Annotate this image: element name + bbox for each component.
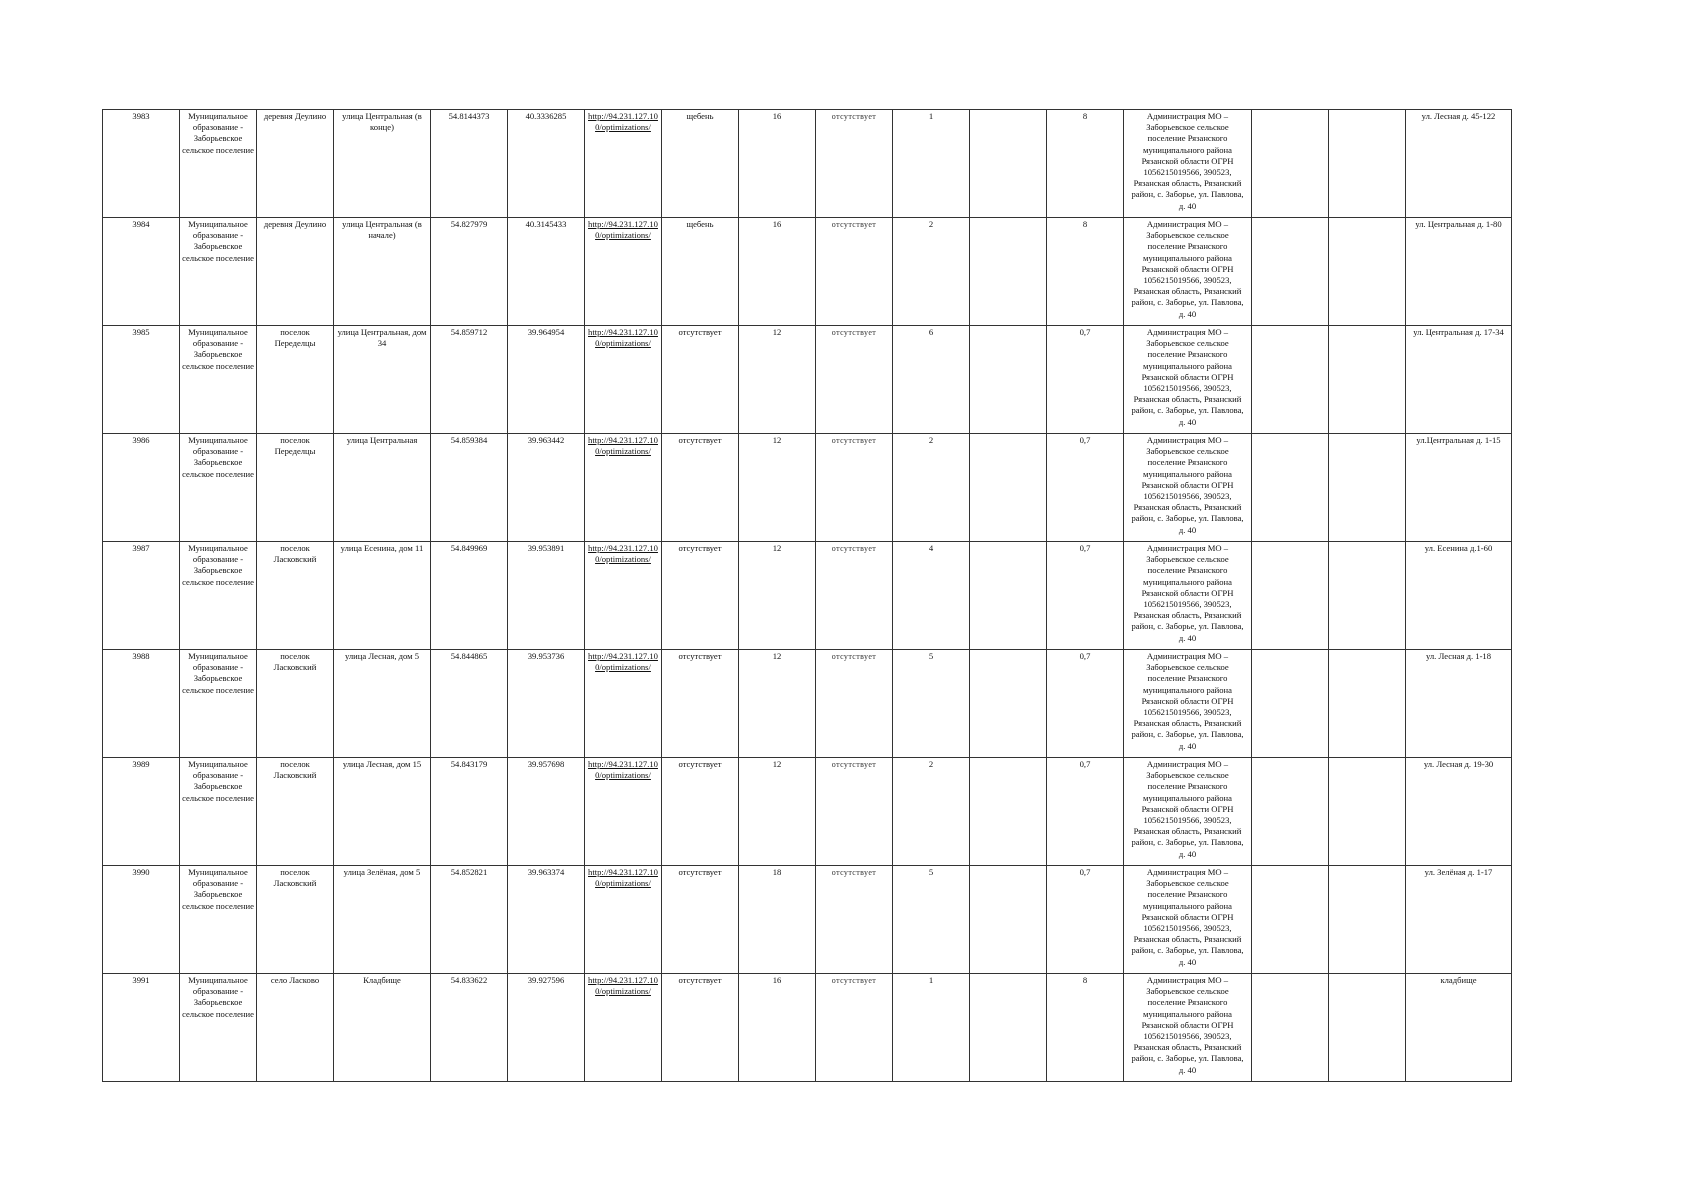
container-count-cell: 2 xyxy=(893,758,970,866)
owner-cell: Администрация МО – Заборьевское сельское поселение Рязанского муниципального района Рязанской области ОГРН 1056215019566, 390523, Рязанская область, Рязанский район, с. Заборье, ул. Павлова, д. 40 xyxy=(1124,650,1252,758)
table-row xyxy=(103,218,1512,326)
bedding-cell: отсутствует xyxy=(816,434,893,542)
area-cell: 16 xyxy=(739,974,816,1082)
row-number-cell: 3983 xyxy=(103,110,180,218)
municipality-cell: Муниципальное образование - Заборьевское сельское поселение xyxy=(180,434,257,542)
address-cell: улица Есенина, дом 11 xyxy=(334,542,431,650)
municipality-cell: Муниципальное образование - Заборьевское сельское поселение xyxy=(180,758,257,866)
owner-cell: Администрация МО – Заборьевское сельское поселение Рязанского муниципального района Рязанской области ОГРН 1056215019566, 390523, Рязанская область, Рязанский район, с. Заборье, ул. Павлова, д. 40 xyxy=(1124,326,1252,434)
latitude-cell: 54.827979 xyxy=(431,218,508,326)
empty-cell xyxy=(970,542,1047,650)
table-body xyxy=(103,110,1512,1082)
area-cell: 12 xyxy=(739,542,816,650)
table-row xyxy=(103,326,1512,434)
served-objects-cell: ул.Центральная д. 1-15 xyxy=(1406,434,1512,542)
map-link-cell[interactable]: http://94.231.127.10 0/optimizations/ xyxy=(585,758,662,866)
container-volume-cell: 8 xyxy=(1047,974,1124,1082)
empty-cell xyxy=(970,758,1047,866)
latitude-cell: 54.849969 xyxy=(431,542,508,650)
settlement-cell: поселок Переделцы xyxy=(257,434,334,542)
settlement-cell: поселок Переделцы xyxy=(257,326,334,434)
settlement-cell: поселок Ласковский xyxy=(257,542,334,650)
empty-cell xyxy=(1252,650,1329,758)
owner-cell: Администрация МО – Заборьевское сельское поселение Рязанского муниципального района Рязанской области ОГРН 1056215019566, 390523, Рязанская область, Рязанский район, с. Заборье, ул. Павлова, д. 40 xyxy=(1124,758,1252,866)
empty-cell xyxy=(1252,866,1329,974)
surface-type-cell: отсутствует xyxy=(662,650,739,758)
row-number-cell: 3985 xyxy=(103,326,180,434)
served-objects-cell: кладбище xyxy=(1406,974,1512,1082)
empty-cell xyxy=(1329,974,1406,1082)
surface-type-cell: отсутствует xyxy=(662,866,739,974)
surface-type-cell: отсутствует xyxy=(662,542,739,650)
address-cell: улица Центральная xyxy=(334,434,431,542)
served-objects-cell: ул. Центральная д. 17-34 xyxy=(1406,326,1512,434)
area-cell: 12 xyxy=(739,758,816,866)
longitude-cell: 39.964954 xyxy=(508,326,585,434)
address-cell: Кладбище xyxy=(334,974,431,1082)
longitude-cell: 40.3336285 xyxy=(508,110,585,218)
municipality-cell: Муниципальное образование - Заборьевское сельское поселение xyxy=(180,974,257,1082)
surface-type-cell: щебень xyxy=(662,218,739,326)
row-number-cell: 3984 xyxy=(103,218,180,326)
empty-cell xyxy=(1252,110,1329,218)
served-objects-cell: ул. Центральная д. 1-80 xyxy=(1406,218,1512,326)
container-count-cell: 1 xyxy=(893,110,970,218)
bedding-cell: отсутствует xyxy=(816,866,893,974)
table-row xyxy=(103,866,1512,974)
bedding-cell: отсутствует xyxy=(816,326,893,434)
container-volume-cell: 8 xyxy=(1047,110,1124,218)
container-count-cell: 2 xyxy=(893,434,970,542)
table-row xyxy=(103,110,1512,218)
empty-cell xyxy=(1252,218,1329,326)
empty-cell xyxy=(1329,110,1406,218)
longitude-cell: 40.3145433 xyxy=(508,218,585,326)
area-cell: 12 xyxy=(739,434,816,542)
address-cell: улица Зелёная, дом 5 xyxy=(334,866,431,974)
area-cell: 16 xyxy=(739,110,816,218)
empty-cell xyxy=(970,866,1047,974)
map-link-cell[interactable]: http://94.231.127.10 0/optimizations/ xyxy=(585,974,662,1082)
municipality-cell: Муниципальное образование - Заборьевское сельское поселение xyxy=(180,110,257,218)
empty-cell xyxy=(1329,650,1406,758)
bedding-cell: отсутствует xyxy=(816,650,893,758)
address-cell: улица Лесная, дом 15 xyxy=(334,758,431,866)
table-row xyxy=(103,542,1512,650)
empty-cell xyxy=(1329,866,1406,974)
surface-type-cell: отсутствует xyxy=(662,326,739,434)
container-count-cell: 4 xyxy=(893,542,970,650)
container-count-cell: 1 xyxy=(893,974,970,1082)
settlement-cell: деревня Деулино xyxy=(257,110,334,218)
container-count-cell: 2 xyxy=(893,218,970,326)
municipality-cell: Муниципальное образование - Заборьевское сельское поселение xyxy=(180,326,257,434)
latitude-cell: 54.852821 xyxy=(431,866,508,974)
container-volume-cell: 0,7 xyxy=(1047,650,1124,758)
municipality-cell: Муниципальное образование - Заборьевское сельское поселение xyxy=(180,218,257,326)
owner-cell: Администрация МО – Заборьевское сельское поселение Рязанского муниципального района Рязанской области ОГРН 1056215019566, 390523, Рязанская область, Рязанский район, с. Заборье, ул. Павлова, д. 40 xyxy=(1124,434,1252,542)
table-row xyxy=(103,974,1512,1082)
empty-cell xyxy=(1329,542,1406,650)
container-volume-cell: 0,7 xyxy=(1047,434,1124,542)
row-number-cell: 3989 xyxy=(103,758,180,866)
empty-cell xyxy=(970,434,1047,542)
container-volume-cell: 8 xyxy=(1047,218,1124,326)
empty-cell xyxy=(970,650,1047,758)
bedding-cell: отсутствует xyxy=(816,974,893,1082)
latitude-cell: 54.859712 xyxy=(431,326,508,434)
area-cell: 16 xyxy=(739,218,816,326)
municipality-cell: Муниципальное образование - Заборьевское сельское поселение xyxy=(180,542,257,650)
latitude-cell: 54.859384 xyxy=(431,434,508,542)
served-objects-cell: ул. Есенина д.1-60 xyxy=(1406,542,1512,650)
empty-cell xyxy=(1329,218,1406,326)
empty-cell xyxy=(1252,758,1329,866)
latitude-cell: 54.844865 xyxy=(431,650,508,758)
latitude-cell: 54.8144373 xyxy=(431,110,508,218)
owner-cell: Администрация МО – Заборьевское сельское поселение Рязанского муниципального района Рязанской области ОГРН 1056215019566, 390523, Рязанская область, Рязанский район, с. Заборье, ул. Павлова, д. 40 xyxy=(1124,110,1252,218)
settlement-cell: поселок Ласковский xyxy=(257,866,334,974)
map-link-cell[interactable]: http://94.231.127.10 0/optimizations/ xyxy=(585,218,662,326)
empty-cell xyxy=(1329,326,1406,434)
map-link-cell[interactable]: http://94.231.127.10 0/optimizations/ xyxy=(585,866,662,974)
area-cell: 12 xyxy=(739,326,816,434)
owner-cell: Администрация МО – Заборьевское сельское поселение Рязанского муниципального района Рязанской области ОГРН 1056215019566, 390523, Рязанская область, Рязанский район, с. Заборье, ул. Павлова, д. 40 xyxy=(1124,866,1252,974)
row-number-cell: 3991 xyxy=(103,974,180,1082)
container-count-cell: 5 xyxy=(893,650,970,758)
table-row xyxy=(103,650,1512,758)
empty-cell xyxy=(970,326,1047,434)
owner-cell: Администрация МО – Заборьевское сельское поселение Рязанского муниципального района Рязанской области ОГРН 1056215019566, 390523, Рязанская область, Рязанский район, с. Заборье, ул. Павлова, д. 40 xyxy=(1124,542,1252,650)
container-volume-cell: 0,7 xyxy=(1047,542,1124,650)
empty-cell xyxy=(1329,434,1406,542)
empty-cell xyxy=(1252,974,1329,1082)
bedding-cell: отсутствует xyxy=(816,218,893,326)
map-link-cell[interactable]: http://94.231.127.10 0/optimizations/ xyxy=(585,542,662,650)
served-objects-cell: ул. Лесная д. 1-18 xyxy=(1406,650,1512,758)
settlement-cell: село Ласково xyxy=(257,974,334,1082)
municipality-cell: Муниципальное образование - Заборьевское сельское поселение xyxy=(180,650,257,758)
longitude-cell: 39.963442 xyxy=(508,434,585,542)
table-row xyxy=(103,434,1512,542)
surface-type-cell: отсутствует xyxy=(662,434,739,542)
empty-cell xyxy=(970,110,1047,218)
table-row xyxy=(103,758,1512,866)
map-link-cell[interactable]: http://94.231.127.10 0/optimizations/ xyxy=(585,110,662,218)
bedding-cell: отсутствует xyxy=(816,542,893,650)
address-cell: улица Лесная, дом 5 xyxy=(334,650,431,758)
owner-cell: Администрация МО – Заборьевское сельское поселение Рязанского муниципального района Рязанской области ОГРН 1056215019566, 390523, Рязанская область, Рязанский район, с. Заборье, ул. Павлова, д. 40 xyxy=(1124,974,1252,1082)
container-count-cell: 6 xyxy=(893,326,970,434)
container-count-cell: 5 xyxy=(893,866,970,974)
settlement-cell: деревня Деулино xyxy=(257,218,334,326)
settlement-cell: поселок Ласковский xyxy=(257,650,334,758)
settlement-cell: поселок Ласковский xyxy=(257,758,334,866)
row-number-cell: 3986 xyxy=(103,434,180,542)
municipality-cell: Муниципальное образование - Заборьевское сельское поселение xyxy=(180,866,257,974)
empty-cell xyxy=(1252,434,1329,542)
empty-cell xyxy=(970,218,1047,326)
empty-cell xyxy=(1329,758,1406,866)
address-cell: улица Центральная (в конце) xyxy=(334,110,431,218)
latitude-cell: 54.833622 xyxy=(431,974,508,1082)
latitude-cell: 54.843179 xyxy=(431,758,508,866)
container-volume-cell: 0,7 xyxy=(1047,758,1124,866)
map-link-cell[interactable]: http://94.231.127.10 0/optimizations/ xyxy=(585,650,662,758)
served-objects-cell: ул. Лесная д. 19-30 xyxy=(1406,758,1512,866)
surface-type-cell: отсутствует xyxy=(662,974,739,1082)
address-cell: улица Центральная (в начале) xyxy=(334,218,431,326)
longitude-cell: 39.963374 xyxy=(508,866,585,974)
empty-cell xyxy=(1252,326,1329,434)
empty-cell xyxy=(970,974,1047,1082)
map-link-cell[interactable]: http://94.231.127.10 0/optimizations/ xyxy=(585,326,662,434)
row-number-cell: 3990 xyxy=(103,866,180,974)
longitude-cell: 39.953891 xyxy=(508,542,585,650)
surface-type-cell: отсутствует xyxy=(662,758,739,866)
area-cell: 12 xyxy=(739,650,816,758)
surface-type-cell: щебень xyxy=(662,110,739,218)
bedding-cell: отсутствует xyxy=(816,758,893,866)
map-link-cell[interactable]: http://94.231.127.10 0/optimizations/ xyxy=(585,434,662,542)
served-objects-cell: ул. Лесная д. 45-122 xyxy=(1406,110,1512,218)
row-number-cell: 3987 xyxy=(103,542,180,650)
served-objects-cell: ул. Зелёная д. 1-17 xyxy=(1406,866,1512,974)
longitude-cell: 39.957698 xyxy=(508,758,585,866)
container-sites-table xyxy=(102,109,1512,1082)
container-volume-cell: 0,7 xyxy=(1047,866,1124,974)
owner-cell: Администрация МО – Заборьевское сельское поселение Рязанского муниципального района Рязанской области ОГРН 1056215019566, 390523, Рязанская область, Рязанский район, с. Заборье, ул. Павлова, д. 40 xyxy=(1124,218,1252,326)
area-cell: 18 xyxy=(739,866,816,974)
container-volume-cell: 0,7 xyxy=(1047,326,1124,434)
address-cell: улица Центральная, дом 34 xyxy=(334,326,431,434)
bedding-cell: отсутствует xyxy=(816,110,893,218)
row-number-cell: 3988 xyxy=(103,650,180,758)
longitude-cell: 39.927596 xyxy=(508,974,585,1082)
empty-cell xyxy=(1252,542,1329,650)
longitude-cell: 39.953736 xyxy=(508,650,585,758)
